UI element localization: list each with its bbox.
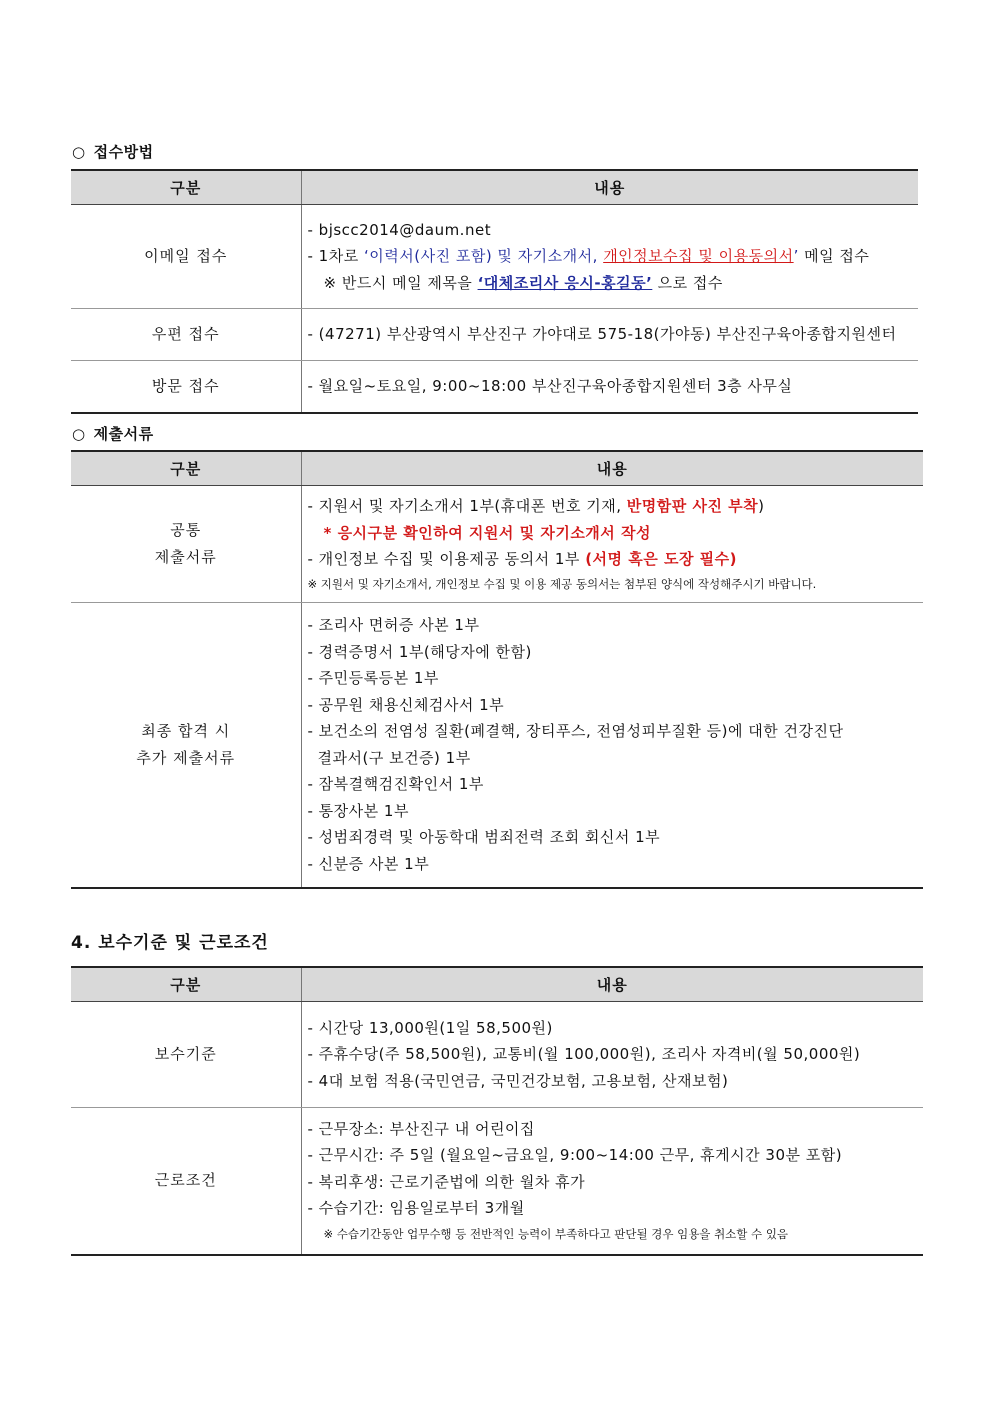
text: ) [758, 497, 765, 516]
section-title-text: 제출서류 [93, 425, 154, 443]
text: ’ [793, 247, 799, 266]
email-subject-note [308, 270, 913, 297]
text: 으로 접수 [652, 273, 723, 292]
label-line: 공통 [170, 521, 202, 539]
label-line: 제출서류 [154, 548, 217, 566]
list-item: - 조리사 면허증 사본 1부 [307, 616, 480, 635]
text: - 개인정보 수집 및 이용제공 동의서 1부 [307, 550, 586, 569]
visit-detail: - 월요일~토요일, 9:00~18:00 부산진구육아종합지원센터 3층 사무실 [307, 377, 793, 395]
list-item: - 복리후생: 근로기준법에 의한 월차 휴가 [307, 1172, 586, 1191]
header-content: 내용 [301, 170, 918, 205]
list-item: - 4대 보험 적용(국민연금, 국민건강보험, 고용보험, 산재보험) [307, 1071, 729, 1090]
row-label-work: 근로조건 [71, 1108, 301, 1255]
row-content-postal [301, 309, 918, 361]
text-red: 반명함판 사진 부착 [626, 497, 759, 516]
header-category: 구분 [71, 170, 301, 205]
list-item: - 보건소의 전염성 질환(폐결핵, 장티푸스, 전염성피부질환 등)에 대한 건강진단 [307, 722, 844, 741]
row-content-email [301, 205, 918, 309]
header-category: 구분 [71, 451, 301, 486]
common-doc-1 [308, 493, 918, 520]
list-item: - 수습기간: 임용일로부터 3개월 [307, 1199, 525, 1218]
section-title-pay: 4. 보수기준 및 근로조건 [71, 933, 269, 953]
list-item: 결과서(구 보건증) 1부 [317, 748, 471, 767]
list-item: - 신분증 사본 1부 [307, 854, 430, 873]
text-red-underline: 개인정보수집 및 이용동의서 [603, 247, 794, 266]
table-row [71, 1002, 923, 1108]
section-title-text: 접수방법 [93, 143, 154, 161]
row-label-final [71, 603, 301, 888]
text: - 1차로 [307, 247, 364, 266]
text: 메일 접수 [798, 247, 870, 266]
text: - 지원서 및 자기소개서 1부(휴대폰 번호 기재, [307, 497, 627, 516]
section-title-documents [72, 423, 154, 444]
work-note: ※ 수습기간동안 업무수행 등 전반적인 능력이 부족하다고 판단될 경우 임용을 취소할 수 있음 [323, 1226, 789, 1241]
postal-address: - (47271) 부산광역시 부산진구 가야대로 575-18(가야동) 부산진구육아종합지원센터 [307, 325, 897, 344]
list-item: - 성범죄경력 및 아동학대 범죄전력 조회 회신서 1부 [307, 828, 661, 847]
row-content-pay [301, 1002, 923, 1108]
list-item: - 주민등록등본 1부 [307, 669, 439, 688]
row-content-final [301, 603, 923, 888]
table-row [71, 603, 923, 888]
row-label-email: 이메일 접수 [71, 205, 301, 309]
text: ※ 반드시 메일 제목을 [323, 273, 478, 292]
circle-bullet-icon: ○ [72, 143, 86, 161]
list-item: - 공무원 채용신체검사서 1부 [307, 695, 505, 714]
circle-bullet-icon: ○ [72, 425, 86, 443]
common-doc-note: ※ 지원서 및 자기소개서, 개인정보 수집 및 이용 제공 동의서는 첨부된 양식에 작성해주시기 바랍니다. [307, 576, 817, 591]
receipt-table [71, 169, 918, 414]
label-line: 최종 합격 시 [141, 721, 231, 740]
text-blue: 이력서(사진 포함) 및 자기소개서, [369, 247, 604, 266]
pay-table [71, 966, 923, 1256]
common-doc-note-red: * 응시구분 확인하여 지원서 및 자기소개서 작성 [323, 523, 651, 542]
table-row [71, 361, 918, 413]
header-content: 내용 [301, 967, 923, 1002]
table-row [71, 1108, 923, 1255]
row-label-common [71, 486, 301, 603]
row-label-pay: 보수기준 [71, 1002, 301, 1108]
list-item: - 통장사본 1부 [307, 801, 409, 820]
list-item: - 근무장소: 부산진구 내 어린이집 [307, 1119, 535, 1138]
email-subject: ‘대체조리사 응시-홍길동’ [477, 273, 653, 292]
label-line: 추가 제출서류 [136, 748, 236, 767]
row-content-work [301, 1108, 923, 1255]
row-content-visit [301, 361, 918, 413]
list-item: - 잠복결핵검진확인서 1부 [307, 775, 484, 794]
row-label-visit: 방문 접수 [71, 361, 301, 413]
section-title-receipt [72, 141, 154, 162]
row-label-postal: 우편 접수 [71, 309, 301, 361]
table-row [71, 205, 918, 309]
email-address: - bjscc2014@daum.net [307, 220, 492, 239]
row-content-common [301, 486, 923, 603]
table-row [71, 486, 923, 603]
common-doc-2 [308, 546, 918, 573]
text-red: (서명 혹은 도장 필수) [585, 550, 737, 569]
header-content: 내용 [301, 451, 923, 486]
text: ‘ [363, 247, 370, 266]
header-category: 구분 [71, 967, 301, 1002]
list-item: - 근무시간: 주 5일 (월요일~금요일, 9:00~14:00 근무, 휴게시간 30분 포함) [307, 1146, 843, 1165]
table-row [71, 309, 918, 361]
documents-table [71, 450, 923, 889]
list-item: - 주휴수당(주 58,500원), 교통비(월 100,000원), 조리사 자격비(월 50,000원) [307, 1045, 861, 1064]
email-instruction [308, 243, 913, 270]
list-item: - 시간당 13,000원(1일 58,500원) [307, 1018, 553, 1037]
list-item: - 경력증명서 1부(해당자에 한함) [307, 642, 532, 661]
